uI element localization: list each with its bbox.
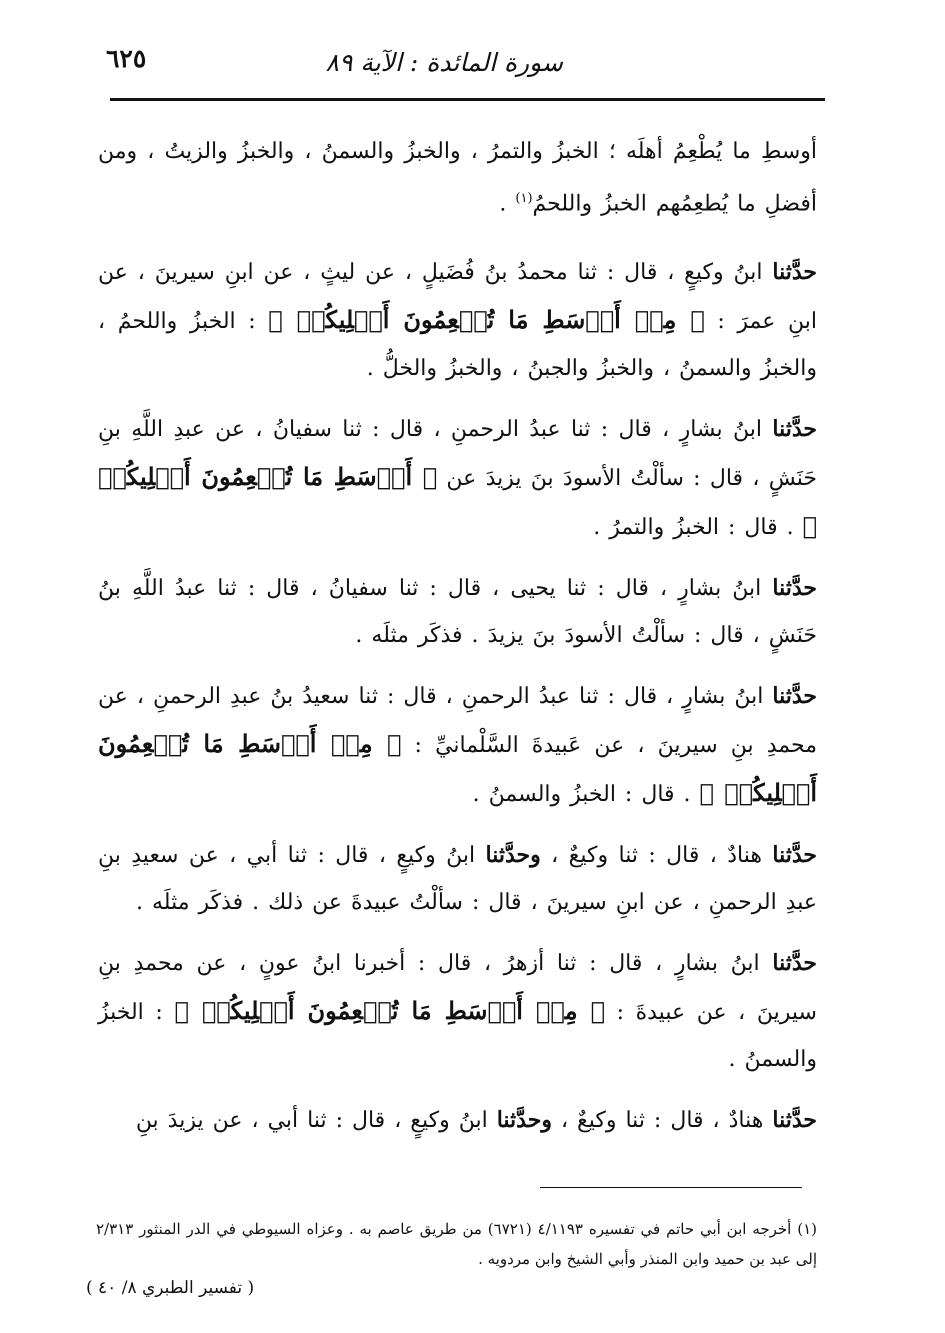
paragraph bbox=[98, 940, 817, 1083]
page-number: ٦٢٥ bbox=[106, 44, 147, 73]
paragraph bbox=[98, 673, 817, 818]
quran-quote: ﴿ أَوۡسَطِ مَا تُطۡعِمُونَ أَهۡلِيكُمۡ ﴾ bbox=[98, 462, 817, 541]
hadith-lead: حدَّثنا bbox=[772, 950, 817, 977]
hadith-lead: حدَّثنا bbox=[772, 259, 817, 286]
hadith-lead: حدَّثنا bbox=[772, 842, 817, 869]
paragraph bbox=[98, 832, 817, 926]
text-segment: ابنُ بشارٍ ، قال : ثنا أزهرُ ، قال : أخبرنا ابنُ عونٍ ، عن محمدِ بنِ سيرينَ ، عن عبيدةَ : bbox=[98, 951, 817, 1026]
text-segment: : الخبزُ واللحمُ ، والخبزُ والسمنُ ، والخبزُ والجبنُ ، والخبزُ والخلُّ . bbox=[98, 309, 817, 382]
quran-quote: ﴿ مِنۡ أَوۡسَطِ مَا تُطۡعِمُونَ أَهۡلِيكُمۡ ﴾ bbox=[174, 996, 605, 1026]
paragraph bbox=[98, 565, 817, 659]
paragraph bbox=[98, 1097, 817, 1144]
text-segment: . bbox=[499, 191, 516, 217]
paragraph bbox=[98, 128, 817, 227]
footnote-rule bbox=[540, 1187, 802, 1188]
text-segment: ابنُ بشارٍ ، قال : ثنا عبدُ الرحمنِ ، قال : ثنا سفيانُ ، عن عبدِ اللَّهِ بنِ حَنَشٍ ، قال : سألْتُ الأسودَ بنَ يزيدَ عن bbox=[98, 417, 817, 492]
quran-quote: ﴿ مِنۡ أَوۡسَطِ مَا تُطۡعِمُونَ أَهۡلِيكُمۡ ﴾ bbox=[98, 729, 817, 808]
text-segment: ابنُ بشارٍ ، قال : ثنا عبدُ الرحمنِ ، قال : ثنا سعيدُ بنُ عبدِ الرحمنِ ، عن محمدِ بنِ سيرينَ ، عن عَبيدةَ السَّلْمانيِّ : bbox=[98, 684, 818, 759]
footnote-marker: (١) bbox=[515, 191, 533, 206]
hadith-lead: حدَّثنا bbox=[772, 1107, 817, 1134]
surah-title: سورة المائدة : الآية ٨٩ bbox=[325, 48, 563, 77]
main-text bbox=[98, 128, 817, 1158]
paragraph bbox=[98, 406, 817, 551]
hadith-lead: حدَّثنا bbox=[772, 683, 817, 710]
hadith-lead: وحدَّثنا bbox=[485, 842, 541, 869]
header-rule bbox=[110, 98, 825, 101]
tafsir-reference: ( تفسير الطبري ٨/ ٤٠ ) bbox=[86, 1278, 255, 1298]
quran-quote: ﴿ مِنۡ أَوۡسَطِ مَا تُطۡعِمُونَ أَهۡلِيكُمۡ ﴾ bbox=[268, 305, 705, 335]
hadith-lead: حدَّثنا bbox=[772, 575, 817, 602]
text-segment: . قال : الخبزُ والتمرُ . bbox=[593, 515, 803, 541]
hadith-lead: وحدَّثنا bbox=[496, 1107, 552, 1134]
text-segment: ابنُ بشارٍ ، قال : ثنا يحيى ، قال : ثنا سفيانُ ، قال : ثنا عبدُ اللَّهِ بنُ حَنَشٍ ، قال : سألْتُ الأسودَ بنَ يزيدَ . فذكَر مثلَه . bbox=[98, 576, 817, 649]
text-segment: ابنُ وكيعٍ ، قال : ثنا محمدُ بنُ فُضَيلٍ ، عن ليثٍ ، عن ابنِ سيرينَ ، عن ابنِ عمرَ : bbox=[98, 260, 817, 335]
page-header bbox=[100, 44, 825, 92]
text-segment: هنادٌ ، قال : ثنا وكيعٌ ، bbox=[540, 843, 773, 869]
text-segment: ابنُ وكيعٍ ، قال : ثنا أبي ، عن يزيدَ بنِ bbox=[135, 1108, 497, 1134]
paragraph bbox=[98, 249, 817, 392]
text-segment: أوسطِ ما يُطْعِمُ أهلَه ؛ الخبزُ والتمرُ ، والخبزُ والسمنُ ، والخبزُ والزيتُ ، ومن أفضلِ ما يُطعِمُهم الخبزُ واللحمُ bbox=[98, 139, 817, 217]
hadith-lead: حدَّثنا bbox=[772, 416, 817, 443]
footnote: (١) أخرجه ابن أبي حاتم في تفسيره ٤/١١٩٣ (٦٧٢١) من طريق عاصم به . وعزاه السيوطي في الدر المنثور ٢/٣١٣ إلى عبد بن حميد وابن المنذر وأبي الشيخ وابن مردويه . bbox=[96, 1220, 818, 1268]
text-segment: . قال : الخبزُ والسمنُ . bbox=[472, 782, 700, 808]
text-segment: ابنُ وكيعٍ ، قال : ثنا أبي ، عن سعيدِ بنِ عبدِ الرحمنِ ، عن ابنِ سيرينَ ، قال : سألْتُ عبيدةَ عن ذلك . فذكَر مثلَه . bbox=[98, 843, 817, 916]
text-segment: : الخبزُ والسمنُ . bbox=[98, 1000, 817, 1073]
text-segment: هنادٌ ، قال : ثنا وكيعٌ ، bbox=[551, 1108, 773, 1134]
